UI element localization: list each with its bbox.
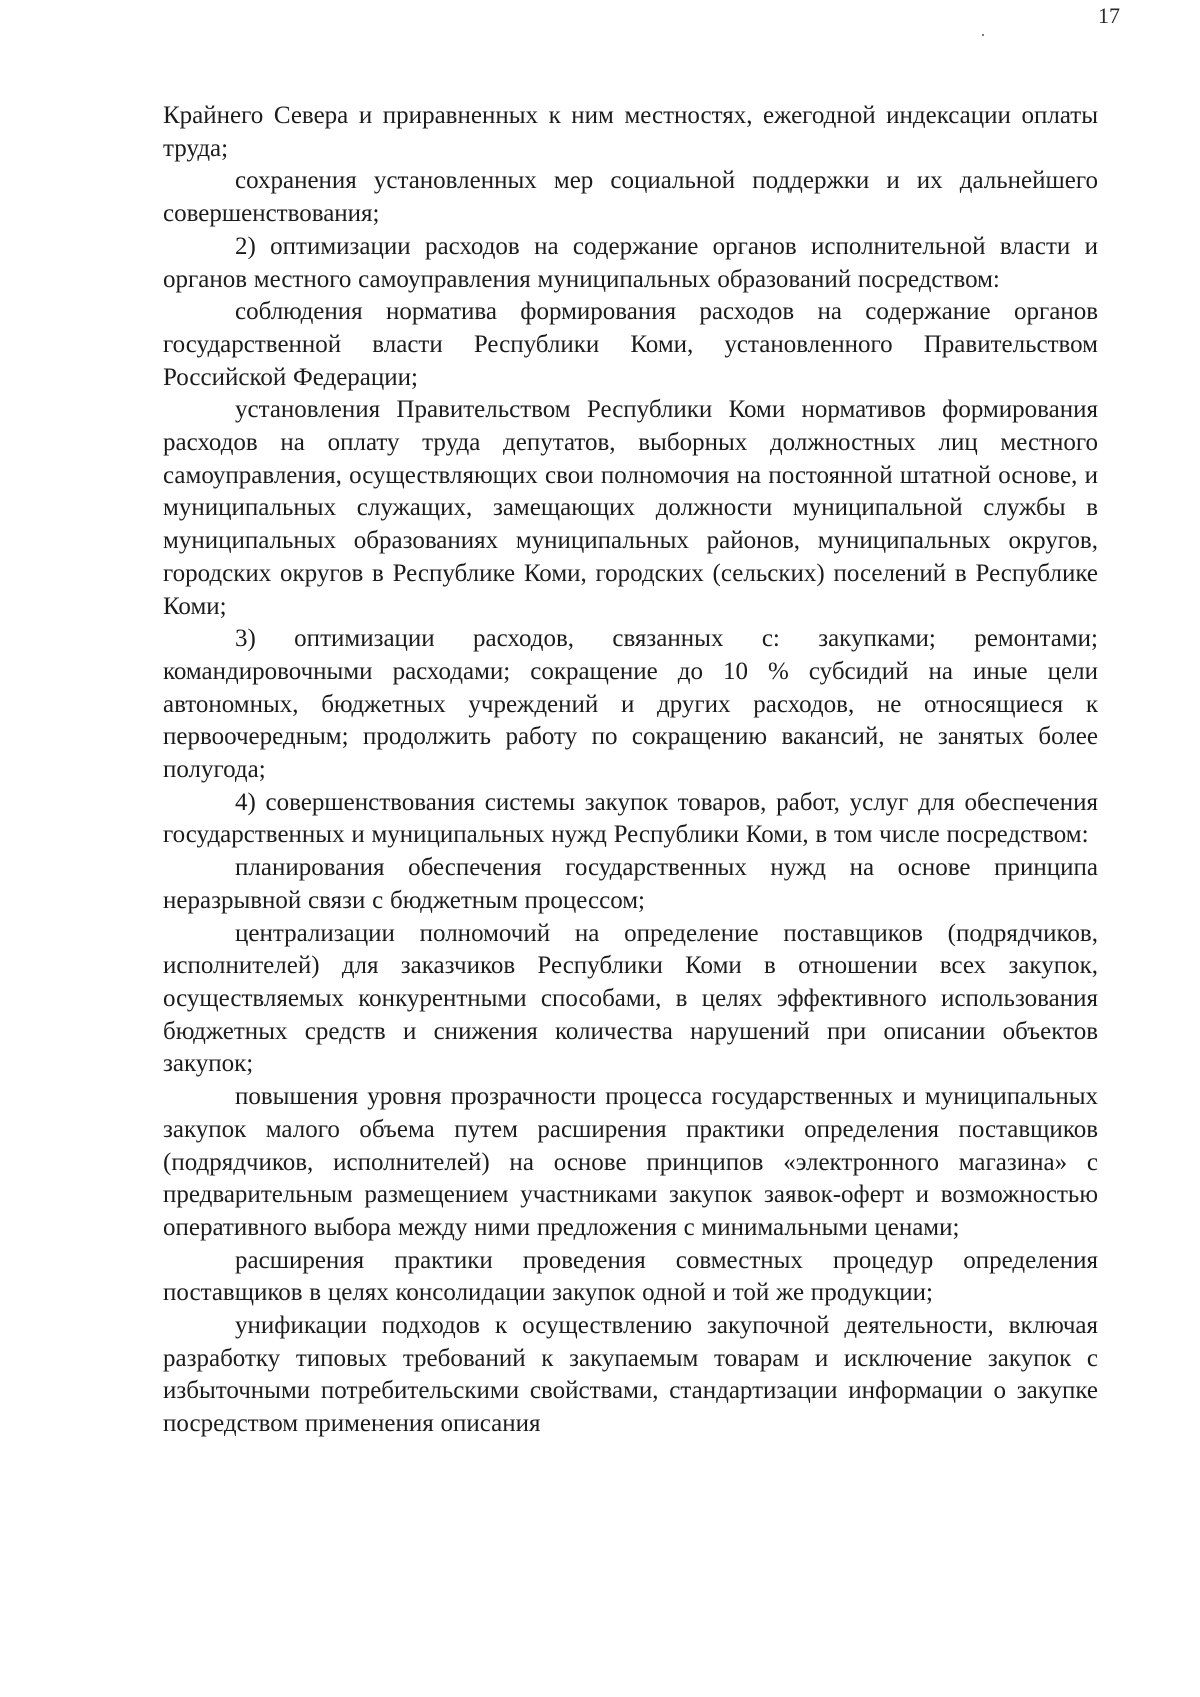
paragraph: 2) оптимизации расходов на содержание органов исполнительной власти и органов местного самоуправления муниципальных образований посредством: [163,232,1098,293]
paragraph: централизации полномочий на определение поставщиков (подрядчиков, исполнителей) для заказчиков Республики Коми в отношении всех закупок, осуществляемых конкурентными способами, в целях эффективного использования бюджетных средств и снижения количества нарушений при описании объектов закупок; [163,919,1098,1078]
scan-speck [982,34,984,36]
paragraph: 3) оптимизации расходов, связанных с: закупками; ремонтами; командировочными расходами; сокращение до 10 % субсидий на иные цели автономных, бюджетных учреждений и других расходов, не относящиеся к первоочередным; продолжить работу по сокращению вакансий, не занятых более полугода; [163,625,1098,784]
paragraph: планирования обеспечения государственных нужд на основе принципа неразрывной связи с бюджетным процессом; [163,854,1098,914]
paragraph: соблюдения норматива формирования расходов на содержание органов государственной власти Республики Коми, установленного Правительством Российской Федерации; [163,298,1098,391]
document-body [163,100,1098,1441]
paragraph: установления Правительством Республики Коми нормативов формирования расходов на оплату труда депутатов, выборных должностных лиц местного самоуправления, осуществляющих свои полномочия на постоянной штатной основе, и муниципальных служащих, замещающих должности муниципальной службы в муниципальных образованиях муниципальных районов, муниципальных округов, городских округов в Республике Коми, городских (сельских) поселений в Республике Коми; [163,396,1098,620]
paragraph: Крайнего Севера и приравненных к ним местностях, ежегодной индексации оплаты труда; [163,102,1098,162]
paragraph: сохранения установленных мер социальной поддержки и их дальнейшего совершенствования; [163,167,1098,228]
paragraph: 4) совершенствования системы закупок товаров, работ, услуг для обеспечения государственных и муниципальных нужд Республики Коми, в том числе посредством: [163,788,1098,849]
paragraph: повышения уровня прозрачности процесса государственных и муниципальных закупок малого объема путем расширения практики определения поставщиков (подрядчиков, исполнителей) на основе принципов «электронного магазина» с предварительным размещением участниками закупок заявок-оферт и возможностью оперативного выбора между ними предложения с минимальными ценами; [163,1083,1098,1241]
page-number: 17 [1098,3,1120,28]
paragraph: унификации подходов к осуществлению закупочной деятельности, включая разработку типовых требований к закупаемым товарам и исключение закупок с избыточными потребительскими свойствами, стандартизации информации о закупке посредством применения описания [163,1312,1098,1438]
paragraph: расширения практики проведения совместных процедур определения поставщиков в целях консолидации закупок одной и той же продукции; [163,1246,1098,1307]
